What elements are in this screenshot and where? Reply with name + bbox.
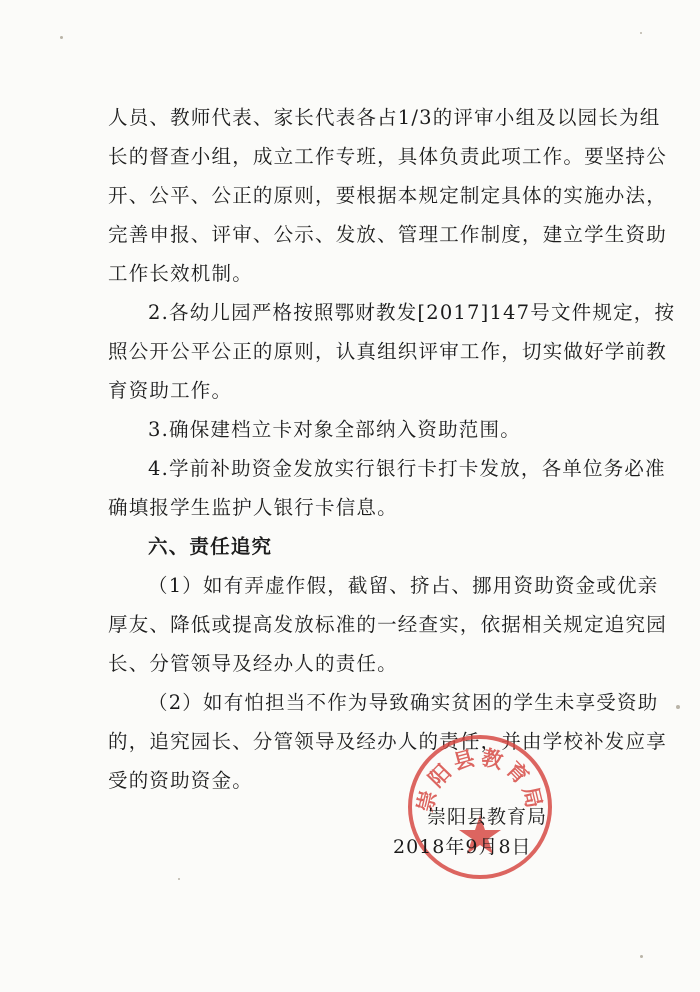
paragraph-line: 人员、教师代表、家长代表各占1/3的评审小组及以园长为组 [108,106,661,129]
scan-speck [640,955,643,958]
paragraph-line: 开、公平、公正的原则，要根据本规定制定具体的实施办法， [108,184,667,207]
seal-text: 崇阳县教育局 [411,744,549,815]
section-heading: 六、责任追究 [148,535,273,558]
paragraph-line: 长的督查小组，成立工作专班，具体负责此项工作。要坚持公 [108,145,667,168]
item-line: 厚友、降低或提高发放标准的一经查实，依据相关规定追究园 [108,613,667,636]
paragraph-line: 3.确保建档立卡对象全部纳入资助范围。 [148,418,521,441]
scan-speck [178,878,180,880]
paragraph-line: 2.各幼儿园严格按照鄂财教发[2017]147号文件规定，按 [148,301,676,324]
paragraph-line: 4.学前补助资金发放实行银行卡打卡发放，各单位务必准 [148,457,666,480]
paragraph-line: 确填报学生监护人银行卡信息。 [108,496,398,519]
paragraph-line: 育资助工作。 [108,379,233,402]
item-line: 的，追究园长、分管领导及经办人的责任，并由学校补发应享 [108,730,667,753]
issue-date: 2018年9月8日 [393,836,532,858]
item-line: 受的资助资金。 [108,769,253,792]
item-line: 长、分管领导及经办人的责任。 [108,652,398,675]
scan-speck [60,36,63,39]
scan-speck [676,705,680,709]
paragraph-line: 完善申报、评审、公示、发放、管理工作制度，建立学生资助 [108,223,667,246]
scan-speck [640,32,642,34]
paragraph-line: 照公开公平公正的原则，认真组织评审工作，切实做好学前教 [108,340,667,363]
issuing-organization: 崇阳县教育局 [427,806,548,828]
item-line: （2）如有怕担当不作为导致确实贫困的学生未享受资助 [148,691,659,714]
item-line: （1）如有弄虚作假，截留、挤占、挪用资助资金或优亲 [148,574,659,597]
paragraph-line: 工作长效机制。 [108,262,253,285]
